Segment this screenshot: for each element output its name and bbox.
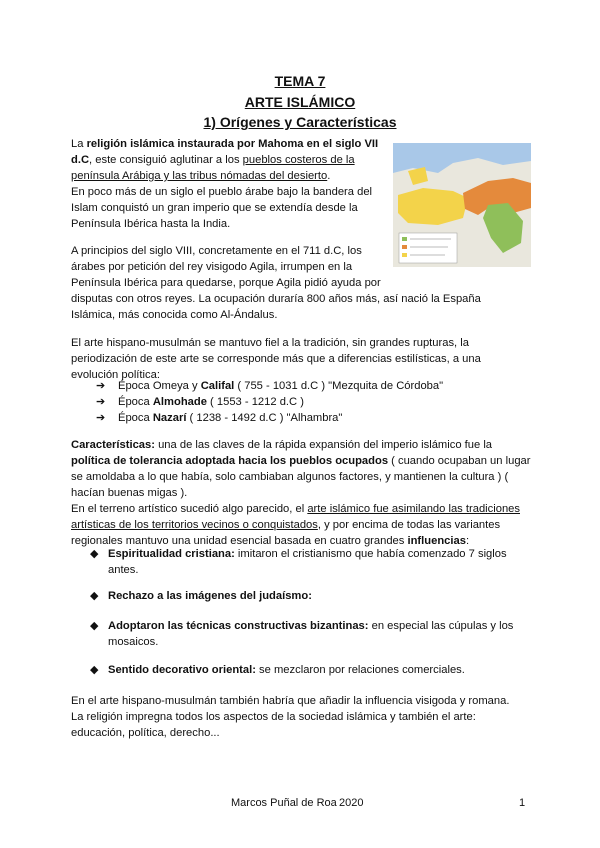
diamond-bullet-icon: ◆: [90, 548, 99, 560]
page-title: TEMA 7: [274, 73, 326, 89]
arrow-icon: ➔: [96, 396, 106, 408]
arrow-icon: ➔: [96, 380, 106, 392]
influence-item: ◆ Rechazo a las imágenes del judaísmo:: [90, 590, 312, 602]
arrow-icon: ➔: [96, 412, 106, 424]
influence-item: ◆ Adoptaron las técnicas constructivas bizantinas: en especial las cúpulas y los mosaicos.: [90, 620, 514, 648]
influence-item: ◆ Espiritualidad cristiana: imitaron el cristianismo que había comenzado 7 siglos antes.: [90, 548, 507, 576]
periods-intro: El arte hispano-musulmán se mantuvo fiel a la tradición, sin grandes rupturas, la periodización de este arte se corresponde más que a diferencias estilísticas, a una evolución política:: [71, 337, 481, 381]
page-number: 1: [519, 797, 526, 809]
intro-paragraph: La religión islámica instaurada por Mahoma en el siglo VII d.C, este consiguió aglutinar a los pueblos costeros de la península Arábiga y las tribus nómadas del desierto. En poco más de un siglo el pueblo árabe bajo la bandera del Islam conquistó un gran imperio que se extendía desde la Península Ibérica hasta la India.: [71, 138, 379, 230]
section-heading: 1) Orígenes y Características: [203, 114, 397, 130]
list-item: ➔ Época Nazarí ( 1238 - 1492 d.C ) "Alhambra": [96, 412, 343, 424]
periods-list: [96, 378, 443, 426]
diamond-bullet-icon: ◆: [90, 664, 99, 676]
list-item: ➔ Época Omeya y Califal ( 755 - 1031 d.C ) "Mezquita de Córdoba": [96, 380, 444, 392]
conquest-paragraph: A principios del siglo VIII, concretamente en el 711 d.C, los árabes por petición del rey visigodo Agila, irrumpen en la Península Ibérica para quedarse, porque Agila pidió ayuda por disputas con otros reyes. La ocupación duraría 800 años más, así nació la España Islámica, más conocida como Al-Ándalus.: [71, 245, 481, 321]
footer-author: Marcos Puñal de Roa: [231, 797, 337, 809]
closing-paragraph: En el arte hispano-musulmán también habría que añadir la influencia visigoda y romana. La religión impregna todos los aspectos de la sociedad islámica y también el arte: educación, política, derecho...: [71, 695, 510, 739]
diamond-bullet-icon: ◆: [90, 590, 99, 602]
page-subtitle: ARTE ISLÁMICO: [244, 94, 356, 110]
influence-item: ◆ Sentido decorativo oriental: se mezclaron por relaciones comerciales.: [90, 664, 465, 676]
diamond-bullet-icon: ◆: [90, 620, 99, 632]
footer-year: 2020: [339, 797, 364, 809]
map-territory-yellow: [398, 188, 468, 225]
list-item: ➔ Época Almohade ( 1553 - 1212 d.C ): [96, 396, 304, 408]
characteristics-paragraph: Características: una de las claves de la rápida expansión del imperio islámico fue la política de tolerancia adoptada hacia los pueblos ocupados ( cuando ocupaban un lugar se amoldaba a lo que había, solo cambiaban algunos factores, y mantienen la cultura ) ( hacían buenas migas ). En el terreno artístico sucedió algo parecido, el arte islámico fue asimilando las tradiciones artísticas de los territorios vecinos o conquistados, y por encima de todas las variantes regionales mantuvo una unidad esencial basada en cuatro grandes influencias:: [71, 439, 531, 547]
